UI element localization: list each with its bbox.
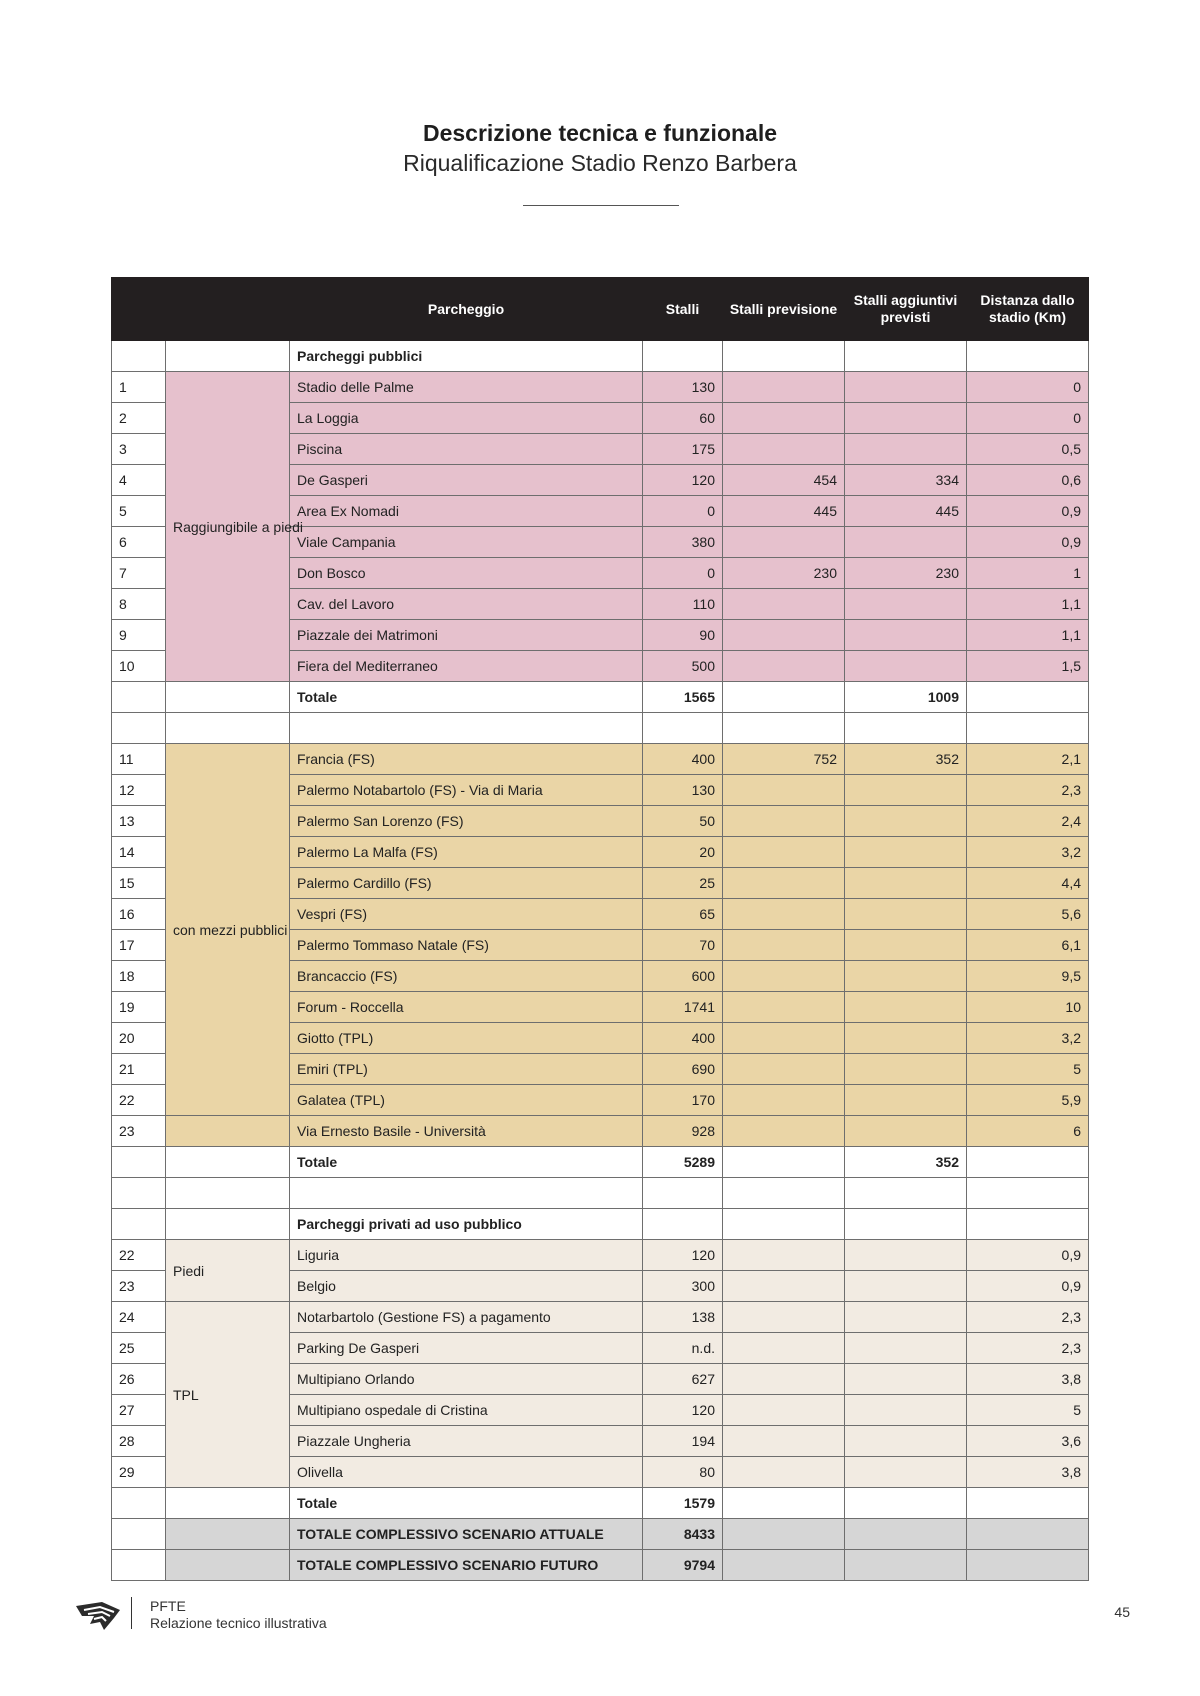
stalli-value: 400	[643, 744, 723, 775]
stalli-previsione-value	[723, 899, 845, 930]
stalli-previsione-value	[723, 930, 845, 961]
stalli-value: 627	[643, 1364, 723, 1395]
row-index: 14	[112, 837, 166, 868]
parking-name: Multipiano Orlando	[290, 1364, 643, 1395]
grand-total-stalli: 8433	[643, 1519, 723, 1550]
group-cell	[166, 1147, 290, 1178]
stalli-value: 50	[643, 806, 723, 837]
stalli-value: 90	[643, 620, 723, 651]
stalli-aggiuntivi-value: 230	[845, 558, 967, 589]
parking-name: Piscina	[290, 434, 643, 465]
distanza-value: 5	[967, 1054, 1089, 1085]
stalli-value: 0	[643, 496, 723, 527]
row-index: 21	[112, 1054, 166, 1085]
footer-doc-code: PFTE	[150, 1598, 186, 1614]
stalli-previsione-value	[723, 806, 845, 837]
stalli-value: 65	[643, 899, 723, 930]
row-index: 17	[112, 930, 166, 961]
stalli-aggiuntivi-value	[845, 1116, 967, 1147]
row-index	[112, 1209, 166, 1240]
stalli-aggiuntivi-value	[845, 1023, 967, 1054]
empty-cell	[967, 713, 1089, 744]
stalli-value: 194	[643, 1426, 723, 1457]
group-cell	[166, 1488, 290, 1519]
page-title: Descrizione tecnica e funzionale	[422, 120, 778, 146]
row-index: 18	[112, 961, 166, 992]
stalli-value: 1741	[643, 992, 723, 1023]
stalli-value: 300	[643, 1271, 723, 1302]
stalli-value: 170	[643, 1085, 723, 1116]
total-label: Totale	[290, 1147, 643, 1178]
empty-cell	[643, 1178, 723, 1209]
table-row	[112, 1116, 1089, 1147]
stalli-value: 690	[643, 1054, 723, 1085]
distanza-value: 6	[967, 1116, 1089, 1147]
stalli-value: 175	[643, 434, 723, 465]
header-parcheggio: Parcheggio	[290, 278, 643, 341]
row-index: 26	[112, 1364, 166, 1395]
stalli-previsione-value: 454	[723, 465, 845, 496]
stalli-aggiuntivi-value	[845, 837, 967, 868]
empty-cell	[723, 713, 845, 744]
parking-name: Viale Campania	[290, 527, 643, 558]
distanza-value: 1	[967, 558, 1089, 589]
stalli-previsione-value: 230	[723, 558, 845, 589]
stalli-value: 70	[643, 930, 723, 961]
empty-cell	[967, 1147, 1089, 1178]
stalli-previsione-value	[723, 527, 845, 558]
stalli-previsione-value: 445	[723, 496, 845, 527]
parking-name: Palermo San Lorenzo (FS)	[290, 806, 643, 837]
parking-name: Notarbartolo (Gestione FS) a pagamento	[290, 1302, 643, 1333]
stalli-aggiuntivi-value	[845, 589, 967, 620]
total-stalli: 1565	[643, 682, 723, 713]
group-cell	[166, 1519, 290, 1550]
empty-cell	[643, 1209, 723, 1240]
stalli-previsione-value	[723, 1457, 845, 1488]
stalli-aggiuntivi-value	[845, 775, 967, 806]
grand-total-row	[112, 1550, 1089, 1581]
grand-total-row	[112, 1519, 1089, 1550]
group-cell	[166, 1116, 290, 1147]
section-title: Parcheggi privati ad uso pubblico	[290, 1209, 643, 1240]
distanza-value: 0,9	[967, 1240, 1089, 1271]
distanza-value: 2,1	[967, 744, 1089, 775]
page-number: 45	[1114, 1604, 1130, 1620]
total-stalli: 1579	[643, 1488, 723, 1519]
empty-cell	[845, 341, 967, 372]
parking-name: Olivella	[290, 1457, 643, 1488]
row-index: 25	[112, 1333, 166, 1364]
distanza-value: 0	[967, 372, 1089, 403]
distanza-value: 3,6	[967, 1426, 1089, 1457]
distanza-value: 2,3	[967, 1333, 1089, 1364]
stalli-previsione-value	[723, 589, 845, 620]
distanza-value: 1,1	[967, 620, 1089, 651]
row-index: 27	[112, 1395, 166, 1426]
parking-name: Liguria	[290, 1240, 643, 1271]
stalli-aggiuntivi-value	[845, 806, 967, 837]
distanza-value: 9,5	[967, 961, 1089, 992]
stalli-aggiuntivi-value	[845, 527, 967, 558]
stalli-aggiuntivi-value	[845, 651, 967, 682]
empty-cell	[967, 1209, 1089, 1240]
row-index	[112, 341, 166, 372]
total-stalli-aggiuntivi	[845, 1488, 967, 1519]
empty-cell	[967, 1488, 1089, 1519]
title-divider	[523, 205, 679, 206]
group-label: Raggiungibile a piedi	[166, 372, 290, 682]
stalli-aggiuntivi-value	[845, 1054, 967, 1085]
table-body	[112, 341, 1089, 1581]
header-stalli: Stalli	[643, 278, 723, 341]
table-header-row	[112, 278, 1089, 341]
stalli-value: 400	[643, 1023, 723, 1054]
parking-name: Palermo Cardillo (FS)	[290, 868, 643, 899]
empty-cell	[290, 1178, 643, 1209]
row-index: 12	[112, 775, 166, 806]
parking-name: Palermo Tommaso Natale (FS)	[290, 930, 643, 961]
row-index: 3	[112, 434, 166, 465]
row-index	[112, 1147, 166, 1178]
table-row	[112, 1240, 1089, 1271]
parking-name: Area Ex Nomadi	[290, 496, 643, 527]
stalli-previsione-value	[723, 837, 845, 868]
row-index: 23	[112, 1271, 166, 1302]
stalli-previsione-value	[723, 1395, 845, 1426]
empty-cell	[290, 713, 643, 744]
section-row	[112, 1209, 1089, 1240]
empty-cell	[967, 1178, 1089, 1209]
empty-cell	[723, 1519, 845, 1550]
header-group	[166, 278, 290, 341]
stalli-aggiuntivi-value	[845, 403, 967, 434]
stalli-previsione-value	[723, 961, 845, 992]
stalli-previsione-value	[723, 1023, 845, 1054]
stalli-aggiuntivi-value: 352	[845, 744, 967, 775]
stalli-aggiuntivi-value	[845, 961, 967, 992]
empty-cell	[723, 1178, 845, 1209]
grand-total-label: TOTALE COMPLESSIVO SCENARIO FUTURO	[290, 1550, 643, 1581]
stalli-value: 60	[643, 403, 723, 434]
empty-cell	[166, 713, 290, 744]
row-index: 1	[112, 372, 166, 403]
group-cell	[166, 341, 290, 372]
parking-name: Piazzale Ungheria	[290, 1426, 643, 1457]
stalli-previsione-value	[723, 403, 845, 434]
row-index: 4	[112, 465, 166, 496]
stalli-value: 120	[643, 1395, 723, 1426]
section-row	[112, 341, 1089, 372]
parking-name: Belgio	[290, 1271, 643, 1302]
parking-name: Francia (FS)	[290, 744, 643, 775]
empty-cell	[643, 713, 723, 744]
page-subtitle: Riqualificazione Stadio Renzo Barbera	[403, 150, 797, 176]
stalli-previsione-value	[723, 620, 845, 651]
empty-cell	[723, 1147, 845, 1178]
empty-cell	[845, 1178, 967, 1209]
header-stalli-aggiuntivi: Stalli aggiuntivi previsti	[845, 278, 967, 341]
total-stalli: 5289	[643, 1147, 723, 1178]
distanza-value: 1,1	[967, 589, 1089, 620]
stalli-previsione-value	[723, 1426, 845, 1457]
stalli-aggiuntivi-value	[845, 868, 967, 899]
row-index	[112, 1488, 166, 1519]
distanza-value: 0	[967, 403, 1089, 434]
distanza-value: 3,8	[967, 1364, 1089, 1395]
parking-name: Multipiano ospedale di Cristina	[290, 1395, 643, 1426]
stalli-aggiuntivi-value: 445	[845, 496, 967, 527]
parking-name: Galatea (TPL)	[290, 1085, 643, 1116]
stalli-aggiuntivi-value: 334	[845, 465, 967, 496]
distanza-value: 2,3	[967, 1302, 1089, 1333]
stalli-value: n.d.	[643, 1333, 723, 1364]
stalli-value: 500	[643, 651, 723, 682]
distanza-value: 5,6	[967, 899, 1089, 930]
parking-name: Palermo Notabartolo (FS) - Via di Maria	[290, 775, 643, 806]
parking-table	[111, 277, 1089, 1581]
stalli-previsione-value: 752	[723, 744, 845, 775]
stalli-previsione-value	[723, 1364, 845, 1395]
stalli-previsione-value	[723, 775, 845, 806]
parking-name: Emiri (TPL)	[290, 1054, 643, 1085]
stalli-previsione-value	[723, 1085, 845, 1116]
stalli-aggiuntivi-value	[845, 899, 967, 930]
page-header	[0, 118, 1200, 178]
stalli-value: 138	[643, 1302, 723, 1333]
header-index	[112, 278, 166, 341]
header-stalli-previsione: Stalli previsione	[723, 278, 845, 341]
row-index: 28	[112, 1426, 166, 1457]
parking-name: De Gasperi	[290, 465, 643, 496]
distanza-value: 0,9	[967, 1271, 1089, 1302]
total-label: Totale	[290, 1488, 643, 1519]
footer-doc-title: Relazione tecnico illustrativa	[150, 1615, 327, 1631]
total-row	[112, 1147, 1089, 1178]
row-index: 7	[112, 558, 166, 589]
empty-cell	[166, 1178, 290, 1209]
distanza-value: 3,2	[967, 1023, 1089, 1054]
stalli-aggiuntivi-value	[845, 620, 967, 651]
stalli-previsione-value	[723, 1240, 845, 1271]
stalli-aggiuntivi-value	[845, 992, 967, 1023]
stalli-aggiuntivi-value	[845, 372, 967, 403]
stalli-aggiuntivi-value	[845, 1240, 967, 1271]
stalli-value: 20	[643, 837, 723, 868]
empty-cell	[845, 1209, 967, 1240]
spacer-row	[112, 713, 1089, 744]
parking-name: Vespri (FS)	[290, 899, 643, 930]
group-label: con mezzi pubblici	[166, 744, 290, 1116]
stalli-value: 130	[643, 775, 723, 806]
distanza-value: 6,1	[967, 930, 1089, 961]
row-index: 22	[112, 1085, 166, 1116]
empty-cell	[723, 1550, 845, 1581]
total-stalli-aggiuntivi: 352	[845, 1147, 967, 1178]
parking-name: Piazzale dei Matrimoni	[290, 620, 643, 651]
stalli-previsione-value	[723, 868, 845, 899]
stalli-value: 130	[643, 372, 723, 403]
stalli-aggiuntivi-value	[845, 1302, 967, 1333]
row-index: 29	[112, 1457, 166, 1488]
group-cell	[166, 1550, 290, 1581]
stalli-aggiuntivi-value	[845, 1457, 967, 1488]
empty-cell	[643, 341, 723, 372]
distanza-value: 5,9	[967, 1085, 1089, 1116]
row-index: 10	[112, 651, 166, 682]
stalli-value: 0	[643, 558, 723, 589]
row-index: 2	[112, 403, 166, 434]
stalli-value: 25	[643, 868, 723, 899]
stalli-aggiuntivi-value	[845, 1426, 967, 1457]
stalli-value: 80	[643, 1457, 723, 1488]
table-row	[112, 372, 1089, 403]
total-row	[112, 1488, 1089, 1519]
total-row	[112, 682, 1089, 713]
stalli-aggiuntivi-value	[845, 434, 967, 465]
empty-cell	[967, 1519, 1089, 1550]
total-label: Totale	[290, 682, 643, 713]
parking-name: Cav. del Lavoro	[290, 589, 643, 620]
header-distanza: Distanza dallo stadio (Km)	[967, 278, 1089, 341]
empty-cell	[723, 1488, 845, 1519]
empty-cell	[723, 682, 845, 713]
stalli-previsione-value	[723, 992, 845, 1023]
distanza-value: 10	[967, 992, 1089, 1023]
row-index	[112, 1519, 166, 1550]
table-row	[112, 744, 1089, 775]
group-cell	[166, 1209, 290, 1240]
row-index: 16	[112, 899, 166, 930]
stalli-previsione-value	[723, 651, 845, 682]
spacer-row	[112, 1178, 1089, 1209]
distanza-value: 3,8	[967, 1457, 1089, 1488]
stalli-aggiuntivi-value	[845, 1333, 967, 1364]
row-index: 9	[112, 620, 166, 651]
row-index: 22	[112, 1240, 166, 1271]
stalli-previsione-value	[723, 372, 845, 403]
stalli-previsione-value	[723, 1116, 845, 1147]
stalli-value: 110	[643, 589, 723, 620]
stalli-value: 600	[643, 961, 723, 992]
row-index: 20	[112, 1023, 166, 1054]
distanza-value: 0,9	[967, 496, 1089, 527]
stalli-value: 928	[643, 1116, 723, 1147]
section-title: Parcheggi pubblici	[290, 341, 643, 372]
row-index: 5	[112, 496, 166, 527]
distanza-value: 5	[967, 1395, 1089, 1426]
stalli-previsione-value	[723, 434, 845, 465]
distanza-value: 0,6	[967, 465, 1089, 496]
distanza-value: 0,9	[967, 527, 1089, 558]
empty-cell	[112, 713, 166, 744]
stalli-aggiuntivi-value	[845, 1395, 967, 1426]
group-label: Piedi	[166, 1240, 290, 1302]
footer-separator	[131, 1597, 132, 1629]
footer-text	[150, 1598, 327, 1632]
parking-name: Giotto (TPL)	[290, 1023, 643, 1054]
group-cell	[166, 682, 290, 713]
empty-cell	[967, 682, 1089, 713]
empty-cell	[845, 1519, 967, 1550]
stalli-previsione-value	[723, 1054, 845, 1085]
row-index: 6	[112, 527, 166, 558]
stalli-value: 120	[643, 465, 723, 496]
parking-name: Via Ernesto Basile - Università	[290, 1116, 643, 1147]
empty-cell	[967, 1550, 1089, 1581]
total-stalli-aggiuntivi: 1009	[845, 682, 967, 713]
stalli-aggiuntivi-value	[845, 1271, 967, 1302]
row-index: 24	[112, 1302, 166, 1333]
eagle-logo-icon	[74, 1596, 124, 1632]
row-index	[112, 1550, 166, 1581]
group-label: TPL	[166, 1302, 290, 1488]
distanza-value: 2,4	[967, 806, 1089, 837]
empty-cell	[723, 1209, 845, 1240]
parking-name: Don Bosco	[290, 558, 643, 589]
distanza-value: 3,2	[967, 837, 1089, 868]
distanza-value: 0,5	[967, 434, 1089, 465]
grand-total-label: TOTALE COMPLESSIVO SCENARIO ATTUALE	[290, 1519, 643, 1550]
parking-name: Fiera del Mediterraneo	[290, 651, 643, 682]
empty-cell	[112, 1178, 166, 1209]
stalli-aggiuntivi-value	[845, 1364, 967, 1395]
stalli-previsione-value	[723, 1333, 845, 1364]
distanza-value: 4,4	[967, 868, 1089, 899]
stalli-previsione-value	[723, 1302, 845, 1333]
parking-name: Forum - Roccella	[290, 992, 643, 1023]
parking-name: Palermo La Malfa (FS)	[290, 837, 643, 868]
empty-cell	[845, 713, 967, 744]
empty-cell	[845, 1550, 967, 1581]
row-index: 13	[112, 806, 166, 837]
row-index: 15	[112, 868, 166, 899]
stalli-value: 120	[643, 1240, 723, 1271]
table-row	[112, 1302, 1089, 1333]
grand-total-stalli: 9794	[643, 1550, 723, 1581]
row-index: 23	[112, 1116, 166, 1147]
stalli-aggiuntivi-value	[845, 930, 967, 961]
row-index: 11	[112, 744, 166, 775]
row-index: 19	[112, 992, 166, 1023]
row-index	[112, 682, 166, 713]
stalli-aggiuntivi-value	[845, 1085, 967, 1116]
distanza-value: 2,3	[967, 775, 1089, 806]
parking-name: Stadio delle Palme	[290, 372, 643, 403]
parking-name: Brancaccio (FS)	[290, 961, 643, 992]
row-index: 8	[112, 589, 166, 620]
empty-cell	[967, 341, 1089, 372]
empty-cell	[723, 341, 845, 372]
parking-name: La Loggia	[290, 403, 643, 434]
distanza-value: 1,5	[967, 651, 1089, 682]
stalli-value: 380	[643, 527, 723, 558]
parking-name: Parking De Gasperi	[290, 1333, 643, 1364]
stalli-previsione-value	[723, 1271, 845, 1302]
